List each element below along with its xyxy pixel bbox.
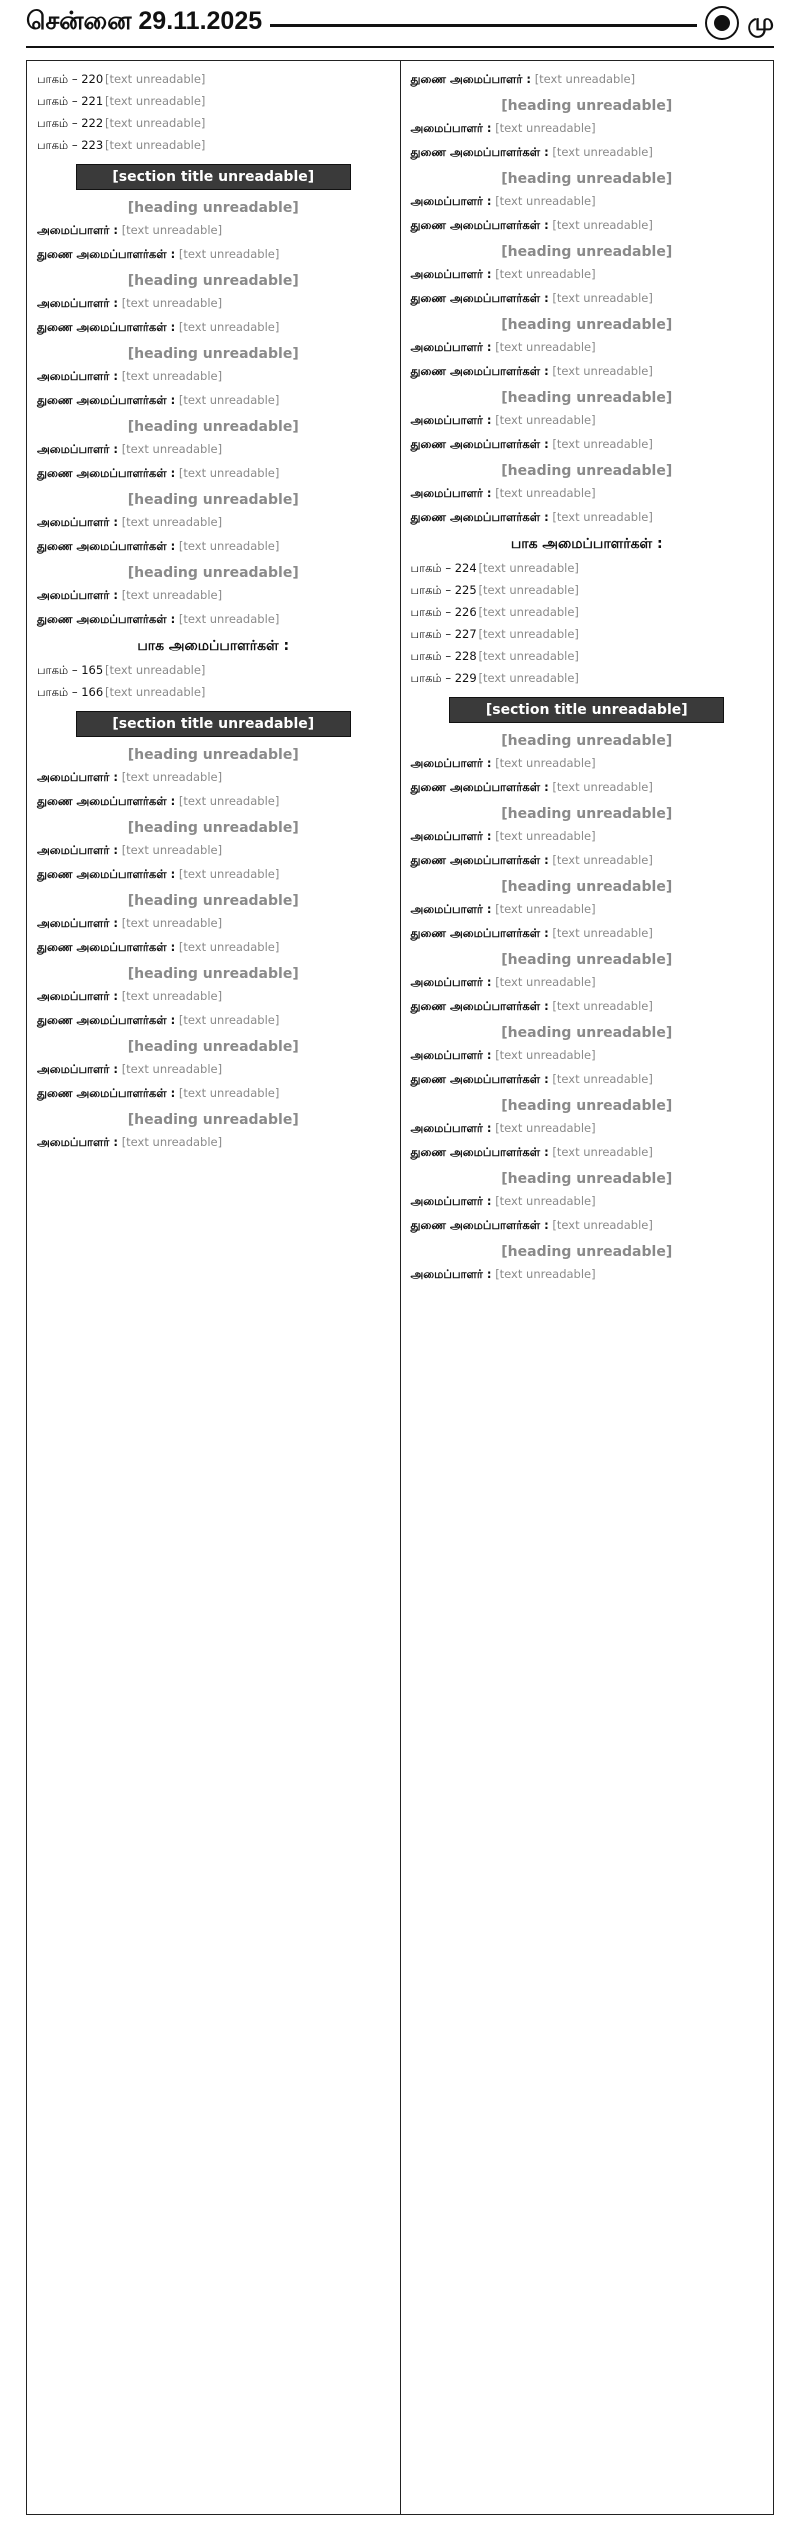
member-role: அமைப்பாளர் :	[410, 340, 492, 354]
member-role: துணை அமைப்பாளர்கள் :	[410, 145, 549, 159]
member-role: அமைப்பாளர் :	[410, 1121, 492, 1135]
member-role: அமைப்பாளர் :	[37, 296, 119, 310]
member-role: அமைப்பாளர் :	[37, 588, 119, 602]
member-details: [text unreadable]	[495, 829, 596, 843]
member-entry	[37, 915, 390, 932]
member-details: [text unreadable]	[495, 340, 596, 354]
branch-heading: [heading unreadable]	[501, 879, 673, 895]
member-role: அமைப்பாளர் :	[37, 989, 119, 1003]
member-role: துணை அமைப்பாளர் :	[410, 72, 532, 86]
member-entry	[37, 1061, 390, 1078]
member-role: அமைப்பாளர் :	[37, 515, 119, 529]
member-entry	[37, 842, 390, 859]
member-entry	[411, 974, 764, 991]
ward-value: [text unreadable]	[478, 605, 579, 619]
member-role: துணை அமைப்பாளர்கள் :	[410, 1218, 549, 1232]
member-details: [text unreadable]	[552, 437, 653, 451]
member-details: [text unreadable]	[552, 510, 653, 524]
member-entry	[411, 120, 764, 137]
member-details: [text unreadable]	[534, 72, 636, 86]
member-entry	[411, 779, 764, 796]
branch-heading: [heading unreadable]	[501, 1171, 673, 1187]
ward-label: பாகம் – 226	[410, 605, 477, 619]
member-entry	[37, 1085, 390, 1102]
member-role: துணை அமைப்பாளர்கள் :	[410, 291, 549, 305]
emblem-icon	[705, 6, 739, 40]
ward-value: [text unreadable]	[105, 116, 206, 130]
ward-row	[411, 560, 764, 577]
member-details: [text unreadable]	[552, 291, 653, 305]
member-role: அமைப்பாளர் :	[37, 223, 119, 237]
branch-heading: [heading unreadable]	[127, 1039, 299, 1055]
member-details: [text unreadable]	[495, 121, 596, 135]
member-entry	[411, 193, 764, 210]
member-role: துணை அமைப்பாளர்கள் :	[37, 393, 176, 407]
member-details: [text unreadable]	[552, 145, 653, 159]
member-role: அமைப்பாளர் :	[37, 369, 119, 383]
member-details: [text unreadable]	[121, 989, 223, 1003]
member-details: [text unreadable]	[121, 1135, 223, 1149]
member-role: அமைப்பாளர் :	[410, 121, 492, 135]
member-details: [text unreadable]	[121, 515, 223, 529]
member-role: துணை அமைப்பாளர்கள் :	[37, 867, 176, 881]
member-details: [text unreadable]	[178, 940, 280, 954]
member-role: துணை அமைப்பாளர்கள் :	[37, 539, 176, 553]
member-role: துணை அமைப்பாளர்கள் :	[410, 780, 549, 794]
member-details: [text unreadable]	[121, 843, 223, 857]
member-entry	[37, 246, 390, 263]
member-entry	[37, 465, 390, 482]
member-entry	[411, 339, 764, 356]
member-entry	[411, 412, 764, 429]
member-entry	[411, 852, 764, 869]
member-entry	[411, 1217, 764, 1234]
ward-value: [text unreadable]	[478, 561, 579, 575]
member-entry	[411, 509, 764, 526]
member-entry	[411, 901, 764, 918]
branch-heading: [heading unreadable]	[127, 747, 299, 763]
masthead-date: சென்னை 29.11.2025	[26, 7, 263, 35]
member-entry	[37, 793, 390, 810]
member-role: துணை அமைப்பாளர்கள் :	[37, 247, 176, 261]
ward-value: [text unreadable]	[105, 138, 206, 152]
branch-heading: [heading unreadable]	[127, 346, 299, 362]
member-role: துணை அமைப்பாளர்கள் :	[37, 466, 176, 480]
ward-label: பாகம் – 224	[410, 561, 477, 575]
member-role: அமைப்பாளர் :	[410, 1267, 492, 1281]
member-role: அமைப்பாளர் :	[37, 442, 119, 456]
member-details: [text unreadable]	[178, 1013, 280, 1027]
member-details: [text unreadable]	[495, 1048, 596, 1062]
branch-heading: [heading unreadable]	[501, 806, 673, 822]
member-details: [text unreadable]	[552, 926, 653, 940]
member-details: [text unreadable]	[178, 539, 280, 553]
member-entry	[37, 538, 390, 555]
ward-label: பாகம் – 228	[410, 649, 477, 663]
member-entry	[411, 828, 764, 845]
member-details: [text unreadable]	[178, 247, 280, 261]
member-details: [text unreadable]	[121, 916, 223, 930]
member-entry	[37, 368, 390, 385]
ward-value: [text unreadable]	[105, 663, 206, 677]
ward-label: பாகம் – 165	[37, 663, 104, 677]
branch-heading: பாக அமைப்பாளர்கள் :	[137, 638, 290, 654]
member-role: துணை அமைப்பாளர்கள் :	[410, 510, 549, 524]
branch-heading: [heading unreadable]	[127, 273, 299, 289]
ward-value: [text unreadable]	[478, 649, 579, 663]
member-entry	[411, 998, 764, 1015]
ward-label: பாகம் – 222	[37, 116, 104, 130]
member-entry	[411, 144, 764, 161]
member-details: [text unreadable]	[495, 267, 596, 281]
branch-heading: [heading unreadable]	[501, 733, 673, 749]
member-entry	[411, 1120, 764, 1137]
member-role: துணை அமைப்பாளர்கள் :	[37, 940, 176, 954]
member-entry	[37, 319, 390, 336]
branch-heading: [heading unreadable]	[501, 98, 673, 114]
member-details: [text unreadable]	[495, 975, 596, 989]
branch-heading: [heading unreadable]	[127, 200, 299, 216]
member-role: அமைப்பாளர் :	[410, 975, 492, 989]
member-entry	[411, 925, 764, 942]
member-entry	[411, 1047, 764, 1064]
member-details: [text unreadable]	[178, 393, 280, 407]
ward-row	[411, 670, 764, 687]
ward-label: பாகம் – 166	[37, 685, 104, 699]
branch-heading: [heading unreadable]	[127, 1112, 299, 1128]
article-columns	[26, 60, 774, 2515]
member-role: துணை அமைப்பாளர்கள் :	[410, 999, 549, 1013]
ward-row	[411, 604, 764, 621]
ward-value: [text unreadable]	[105, 72, 206, 86]
member-role: துணை அமைப்பாளர்கள் :	[410, 437, 549, 451]
member-role: அமைப்பாளர் :	[410, 1194, 492, 1208]
member-details: [text unreadable]	[552, 853, 653, 867]
member-entry	[37, 295, 390, 312]
member-details: [text unreadable]	[121, 296, 223, 310]
ward-label: பாகம் – 223	[37, 138, 104, 152]
member-role: அமைப்பாளர் :	[410, 902, 492, 916]
branch-heading: [heading unreadable]	[501, 317, 673, 333]
member-entry	[37, 441, 390, 458]
member-role: அமைப்பாளர் :	[37, 1135, 119, 1149]
member-role: அமைப்பாளர் :	[410, 1048, 492, 1062]
member-details: [text unreadable]	[495, 756, 596, 770]
member-details: [text unreadable]	[121, 369, 223, 383]
ward-label: பாகம் – 227	[410, 627, 477, 641]
member-entry	[37, 611, 390, 628]
member-entry	[37, 222, 390, 239]
member-details: [text unreadable]	[495, 1267, 596, 1281]
member-entry	[411, 217, 764, 234]
member-role: அமைப்பாளர் :	[37, 843, 119, 857]
member-details: [text unreadable]	[495, 413, 596, 427]
member-details: [text unreadable]	[178, 1086, 280, 1100]
member-details: [text unreadable]	[178, 466, 280, 480]
branch-heading: [heading unreadable]	[127, 419, 299, 435]
member-role: துணை அமைப்பாளர்கள் :	[410, 1145, 549, 1159]
member-details: [text unreadable]	[495, 194, 596, 208]
right-column	[400, 61, 774, 2514]
branch-heading: [heading unreadable]	[501, 244, 673, 260]
member-role: துணை அமைப்பாளர்கள் :	[410, 926, 549, 940]
ward-value: [text unreadable]	[478, 627, 579, 641]
section-banner: [section title unreadable]	[76, 164, 351, 190]
member-entry	[411, 1193, 764, 1210]
ward-row	[411, 648, 764, 665]
member-details: [text unreadable]	[495, 1121, 596, 1135]
member-details: [text unreadable]	[552, 1072, 653, 1086]
ward-value: [text unreadable]	[478, 583, 579, 597]
member-role: துணை அமைப்பாளர்கள் :	[37, 612, 176, 626]
member-details: [text unreadable]	[178, 320, 280, 334]
ward-label: பாகம் – 220	[37, 72, 104, 86]
member-details: [text unreadable]	[178, 867, 280, 881]
member-details: [text unreadable]	[121, 1062, 223, 1076]
member-entry	[37, 1012, 390, 1029]
branch-heading: [heading unreadable]	[127, 565, 299, 581]
branch-heading: [heading unreadable]	[501, 952, 673, 968]
member-entry	[37, 587, 390, 604]
branch-heading: [heading unreadable]	[501, 463, 673, 479]
ward-value: [text unreadable]	[105, 94, 206, 108]
member-details: [text unreadable]	[552, 218, 653, 232]
section-banner: [section title unreadable]	[449, 697, 724, 723]
member-details: [text unreadable]	[552, 999, 653, 1013]
member-role: அமைப்பாளர் :	[410, 486, 492, 500]
member-role: துணை அமைப்பாளர்கள் :	[410, 218, 549, 232]
member-details: [text unreadable]	[495, 486, 596, 500]
member-role: அமைப்பாளர் :	[410, 413, 492, 427]
member-entry	[411, 755, 764, 772]
member-details: [text unreadable]	[121, 588, 223, 602]
member-entry	[37, 1134, 390, 1151]
ward-row	[37, 71, 390, 88]
ward-row	[411, 582, 764, 599]
branch-heading: [heading unreadable]	[501, 171, 673, 187]
ward-row	[37, 93, 390, 110]
ward-label: பாகம் – 225	[410, 583, 477, 597]
member-entry	[411, 290, 764, 307]
member-entry	[37, 392, 390, 409]
ward-row	[37, 115, 390, 132]
member-details: [text unreadable]	[121, 442, 223, 456]
member-details: [text unreadable]	[121, 770, 223, 784]
branch-heading: [heading unreadable]	[501, 1025, 673, 1041]
member-details: [text unreadable]	[178, 794, 280, 808]
branch-heading: [heading unreadable]	[127, 492, 299, 508]
member-entry	[37, 514, 390, 531]
member-role: துணை அமைப்பாளர்கள் :	[37, 1013, 176, 1027]
member-role: துணை அமைப்பாளர்கள் :	[410, 364, 549, 378]
ward-row	[37, 137, 390, 154]
member-entry	[411, 266, 764, 283]
member-details: [text unreadable]	[178, 612, 280, 626]
member-role: துணை அமைப்பாளர்கள் :	[410, 853, 549, 867]
branch-heading: [heading unreadable]	[127, 966, 299, 982]
ward-value: [text unreadable]	[478, 671, 579, 685]
member-entry	[411, 1266, 764, 1283]
ward-row	[37, 662, 390, 679]
member-role: துணை அமைப்பாளர்கள் :	[37, 320, 176, 334]
member-details: [text unreadable]	[552, 780, 653, 794]
branch-heading: [heading unreadable]	[501, 1098, 673, 1114]
ward-label: பாகம் – 229	[410, 671, 477, 685]
member-details: [text unreadable]	[495, 902, 596, 916]
ward-row	[37, 684, 390, 701]
member-details: [text unreadable]	[121, 223, 223, 237]
member-entry	[37, 769, 390, 786]
member-role: அமைப்பாளர் :	[37, 770, 119, 784]
member-details: [text unreadable]	[495, 1194, 596, 1208]
branch-heading: [heading unreadable]	[127, 893, 299, 909]
ward-value: [text unreadable]	[105, 685, 206, 699]
ward-row	[411, 626, 764, 643]
member-role: அமைப்பாளர் :	[410, 756, 492, 770]
member-details: [text unreadable]	[552, 364, 653, 378]
member-role: அமைப்பாளர் :	[410, 194, 492, 208]
member-role: துணை அமைப்பாளர்கள் :	[37, 794, 176, 808]
masthead-rule	[270, 24, 697, 27]
member-role: அமைப்பாளர் :	[37, 1062, 119, 1076]
member-entry	[411, 363, 764, 380]
branch-heading: பாக அமைப்பாளர்கள் :	[510, 536, 663, 552]
masthead-brand: மு	[747, 7, 774, 36]
section-banner: [section title unreadable]	[76, 711, 351, 737]
masthead	[26, 0, 774, 48]
member-details: [text unreadable]	[552, 1218, 653, 1232]
member-entry	[411, 1071, 764, 1088]
member-role: அமைப்பாளர் :	[410, 267, 492, 281]
member-entry	[411, 436, 764, 453]
member-role: துணை அமைப்பாளர்கள் :	[410, 1072, 549, 1086]
member-role: துணை அமைப்பாளர்கள் :	[37, 1086, 176, 1100]
branch-heading: [heading unreadable]	[501, 1244, 673, 1260]
member-details: [text unreadable]	[552, 1145, 653, 1159]
member-entry	[37, 939, 390, 956]
member-role: அமைப்பாளர் :	[410, 829, 492, 843]
left-column	[27, 61, 400, 2514]
member-entry	[411, 485, 764, 502]
member-role: அமைப்பாளர் :	[37, 916, 119, 930]
branch-heading: [heading unreadable]	[501, 390, 673, 406]
member-entry	[37, 988, 390, 1005]
ward-label: பாகம் – 221	[37, 94, 104, 108]
member-entry	[411, 1144, 764, 1161]
member-entry	[411, 71, 764, 88]
branch-heading: [heading unreadable]	[127, 820, 299, 836]
member-entry	[37, 866, 390, 883]
